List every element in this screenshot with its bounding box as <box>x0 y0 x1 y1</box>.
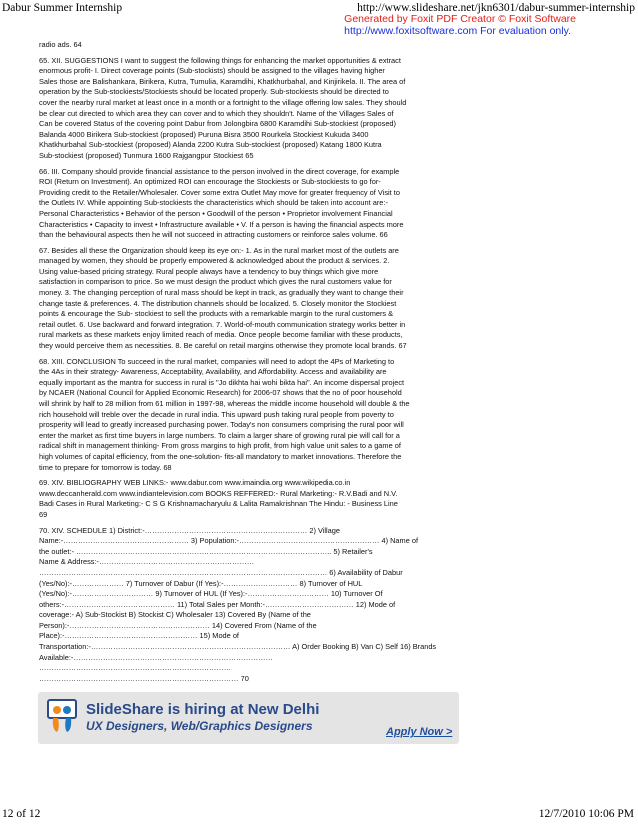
page-header-url[interactable]: http://www.slideshare.net/jkn6301/dabur-summer-internship <box>357 2 635 14</box>
paragraph-67: 67. Besides all these the Organization should keep its eye on:- 1. As in the rural market most of the outlets are managed by women, they should be properly empowered & acknowledged about the product & services. 2. Using value-based pricing strategy. Rural people always have a tendency to buy things which give more satisfaction in comparison to price. So we must design the product which gives the rural customers value for money. 3. The changing perception of rural mass should be kept in track, as gradually they want to change their change taste & preferences. 4. The distribution channels should be localized. 5. Closely monitor the Stockiest points & encourage the Sub- stockiest to sell the products with a remarkable margin to the rural customers & retail outlet. 6. Use backward and forward integration. 7. World-of-mouth communication strategy works better in rural markets as these markets enjoy limited reach of media. Once people become familiar with these products, they would perceive them as necessities. 8. Be careful on retail margins otherwise they promote local brands. 67 <box>39 245 407 351</box>
paragraph-65: 65. XII. SUGGESTIONS I want to suggest the following things for enhancing the market opportunities & extract enormous profit- I. Direct coverage points (Sub-stockists) should be assigned to the villages having higher Sales those are Balishankara, Birikera, Kutra, Tumulia, Karamdihi, Khatkhurbahal, and Kinjirikela. II. The area of operation by the Sub-stockiests/Stockiests should be located properly. Sub-stockiests should be directed to cover the nearby rural market at least once in a month or a fortnight to the village offering low sales. They should be clear cut directed to which area they can cover and to which they shouldn't. Name of the Villages Sales of Can be covered Status of the covering point Dabur from Jolongbira 6800 Karamdihi Sub-stockiest (proposed) Balanda 4000 Birikera Sub-stockiest (proposed) Puruna Bisra 3500 Rourkela Stockiest Kukuda 3400 Khatkhurbahal Sub-stockiest (proposed) Alanda 2200 Kutra Sub-stockiest (proposed) Katang 1800 Kutra Sub-stockiest (proposed) Tunmura 1600 Rajgangpur Stockiest 65 <box>39 55 407 160</box>
document-body <box>39 40 597 689</box>
paragraph-64: radio ads. 64 <box>39 40 82 49</box>
print-timestamp: 12/7/2010 10:06 PM <box>538 808 634 820</box>
banner-title: SlideShare is hiring at New Delhi <box>86 701 320 718</box>
foxit-watermark <box>344 13 576 37</box>
paragraph-66: 66. III. Company should provide financial assistance to the person involved in the direct coverage, for example ROI (Return on Investment). An optimized ROI can encourage the Stockiests or Sub-stockiests to go for- Providing credit to the Retailer/Wholesaler. Cover some extra Outlet May move for greater frequency of Visit to the Outlets IV. While appointing Sub-stockiests the characteristics which should be taken into account are:- Personal Characteristics • Behavior of the person • Goodwill of the person • Proprietor involvement Financial Characteristics • Capacity to invest • Infrastructure available • V. If a person is having the financial aspects more than the behavioural aspects then he will not succeed in attracting customers or reinforce sales volume. 66 <box>39 166 404 240</box>
page-count: 12 of 12 <box>2 808 41 820</box>
paragraph-68: 68. XIII. CONCLUSION To succeed in the rural market, companies will need to adopt the 4Ps of Marketing to the 4As in their strategy- Awareness, Acceptability, Availability, and Affordability. Access and availability are equally important as the mantra for success in rural is "Jo dikhta hai wohi bikta hai". An income dispersal project by NCAER (National Council for Applied Economic Research) for 2006-07 shows that the no of poor household will shrink by half to 28 million from 61 million in 1997-98, whereas the middle income household will double & the rich household will treble over the decade in rural india. This upward push taking rural people from poverty to prosperity will lead to greatly increased purchasing power. Today's non consumers comprising the rural poor will enter the market as first time buyers in large numbers. To claim a larger share of growing rural pie will call for a radical shift in management thinking- From gross margins to high profit, from high value unit sales to a game of high volumes of capital efficiency, from the one-solution- fits-all mandatory to market innovations. Therefore the time to prepare for tomorrow is today. 68 <box>39 356 410 472</box>
watermark-line-1: Generated by Foxit PDF Creator © Foxit Software <box>344 13 576 25</box>
page-header-title: Dabur Summer Internship <box>2 2 123 14</box>
paragraph-69: 69. XIV. BIBLIOGRAPHY WEB LINKS:- www.dabur.com www.imaindia.org www.wikipedia.co.in www.deccanherald.com www.indiantelevision.com BOOKS REFFERED:- Rural Marketing:- R.V.Badi and N.V. Badi Cases in Rural Marketing:- C S G Krishnamacharyulu & Lalita Ramakrishnan The Hindu: - Business Line 69 <box>39 478 398 519</box>
apply-now-link[interactable]: Apply Now > <box>386 726 453 738</box>
paragraph-70: 70. XIV. SCHEDULE 1) District:-………………………………………………………… 2) Village Name:-…………………………………………… 3) Population:-………………………………………………… 4) Name of the outlet:- ………………………………………………………………………………………….. 5) Retailer's Name & Address:-……………………………………………………… ……………………………………………………………………………………………………… 6) Availability of Dabur (Yes/No):-………………… 7) Turnover of Dabur (If Yes):-………………………… 8) Turnover of HUL (Yes/No):-…………………………… 9) Turnover of HUL (If Yes):-…………………………… 10) Turnover Of others:-……………………………………… 11) Total Sales per Month:-……………………………… 12) Mode of coverage:- A) Sub-Stockist B) Stockist C) Wholesaler 13) Covered By (Name of the Person):-………………………………………………… 14) Covered From (Name of the Place):-……………………………………………… 15) Mode of Transportation:-……………………………………………………………………… A) Order Booking B) Van C) Self 16) Brands Available:-……………………………………………………………………… …………………………………………………………………… ……………………………………………………………………… 70 <box>39 525 437 683</box>
watermark-line-2[interactable]: http://www.foxitsoftware.com For evaluation only. <box>344 25 571 37</box>
slideshare-logo-icon <box>46 698 78 736</box>
banner-subtitle: UX Designers, Web/Graphics Designers <box>86 719 313 733</box>
